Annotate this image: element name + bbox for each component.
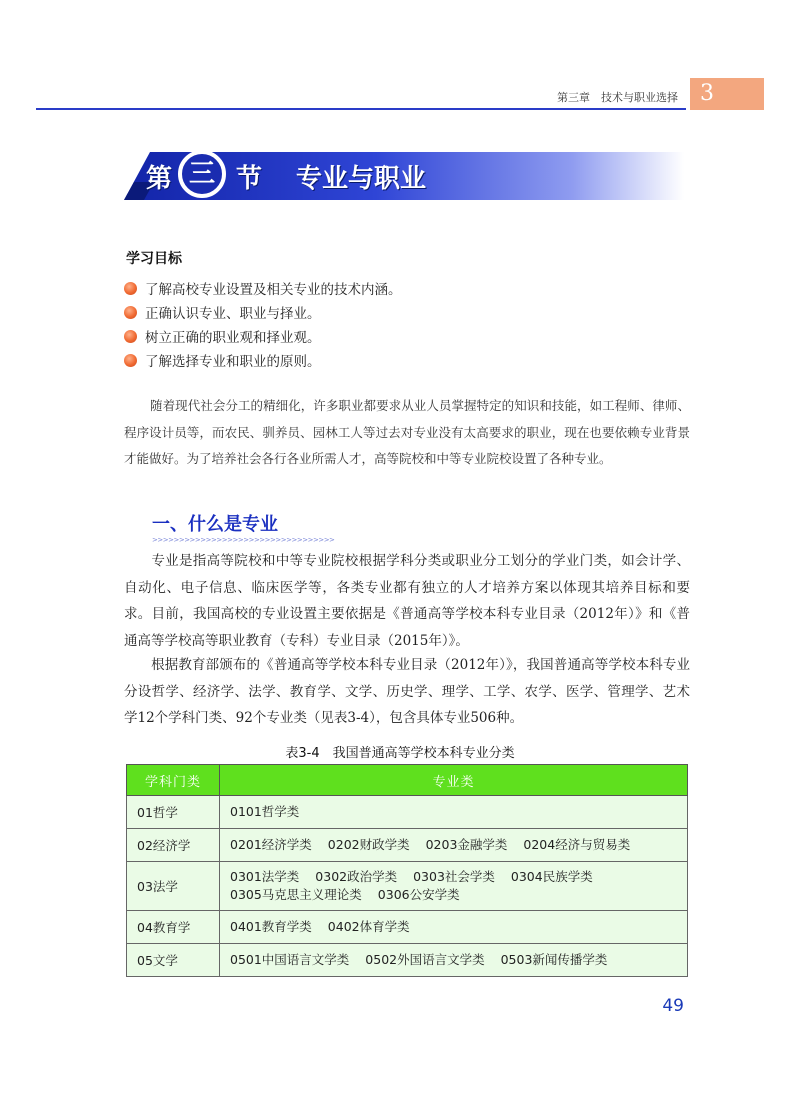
major-item: 0301法学类 — [230, 869, 300, 884]
bullet-icon — [124, 282, 137, 295]
table-header-row — [127, 765, 688, 796]
objectives-heading: 学习目标 — [126, 251, 182, 267]
heading-decoration: >>>>>>>>>>>>>>>>>>>>>>>>>>>>>>>>>> — [152, 536, 335, 544]
running-header — [36, 78, 764, 110]
major-item: 0204经济与贸易类 — [523, 837, 631, 852]
chapter-title: 第三章 技术与职业选择 — [557, 91, 678, 104]
category-cell: 05文学 — [127, 944, 220, 977]
major-item: 0503新闻传播学类 — [500, 952, 608, 967]
list-item: 了解高校专业设置及相关专业的技术内涵。 — [124, 276, 402, 300]
header-rule — [36, 108, 686, 110]
page-number: 49 — [662, 996, 684, 1016]
major-item: 0203金融学类 — [425, 837, 508, 852]
majors-cell — [220, 829, 688, 862]
category-cell: 03法学 — [127, 862, 220, 911]
list-item: 了解选择专业和职业的原则。 — [124, 348, 402, 372]
header-category: 学科门类 — [127, 765, 220, 796]
major-item: 0402体育学类 — [327, 919, 410, 934]
table-row — [127, 829, 688, 862]
major-item: 0306公安学类 — [377, 887, 460, 902]
list-item: 树立正确的职业观和择业观。 — [124, 324, 402, 348]
section-heading: 一、什么是专业 — [152, 514, 278, 535]
major-item: 0304民族学类 — [510, 869, 593, 884]
major-item: 0302政治学类 — [315, 869, 398, 884]
category-cell: 01哲学 — [127, 796, 220, 829]
list-item: 正确认识专业、职业与择业。 — [124, 300, 402, 324]
major-item: 0202财政学类 — [327, 837, 410, 852]
banner-suffix: 节 — [236, 164, 263, 194]
body-paragraph: 专业是指高等院校和中等专业院校根据学科分类或职业分工划分的学业门类，如会计学、自动化、电子信息、临床医学等，各类专业都有独立的人才培养方案以体现其培养目标和要求。目前，我国高校的专业设置主要依据是《普通高等学校本科专业目录（2012年）》和《普通高等学校高等职业教育（专科）专业目录（2015年）》。 — [124, 553, 690, 649]
bullet-icon — [124, 354, 137, 367]
header-major-class: 专业类 — [220, 765, 688, 796]
table-caption: 表3-4 我国普通高等学校本科专业分类 — [285, 746, 515, 761]
major-item: 0303社会学类 — [413, 869, 495, 884]
banner-title: 专业与职业 — [296, 164, 427, 194]
category-cell: 04教育学 — [127, 911, 220, 944]
body-paragraph: 根据教育部颁布的《普通高等学校本科专业目录（2012年）》，我国普通高等学校本科专业分设哲学、经济学、法学、教育学、文学、历史学、理学、工学、农学、医学、管理学、艺术学12个学科门类、92个专业类（见表3-4），包含具体专业506种。 — [124, 657, 690, 726]
majors-cell — [220, 796, 688, 829]
table-row — [127, 796, 688, 829]
majors-cell — [220, 944, 688, 977]
majors-cell — [220, 862, 688, 911]
major-item: 0101哲学类 — [230, 804, 300, 819]
bullet-icon — [124, 306, 137, 319]
table-row — [127, 862, 688, 911]
table-row — [127, 911, 688, 944]
banner-prefix: 第 — [146, 164, 173, 194]
bullet-icon — [124, 330, 137, 343]
table-row — [127, 944, 688, 977]
major-item: 0501中国语言文学类 — [230, 952, 350, 967]
major-item: 0502外国语言文学类 — [365, 952, 485, 967]
objectives-list — [124, 276, 402, 372]
major-item: 0201经济学类 — [230, 837, 312, 852]
major-item: 0401教育学类 — [230, 919, 312, 934]
major-item: 0305马克思主义理论类 — [230, 887, 362, 902]
category-cell: 02经济学 — [127, 829, 220, 862]
section-banner — [124, 148, 684, 202]
chapter-tab: 3 — [690, 78, 764, 110]
banner-number-circle: 三 — [178, 150, 226, 198]
intro-paragraph: 随着现代社会分工的精细化，许多职业都要求从业人员掌握特定的知识和技能，如工程师、律师、程序设计员等，而农民、驯养员、园林工人等过去对专业没有太高要求的职业，现在也要依赖专业背景才能做好。为了培养社会各行各业所需人才，高等院校和中等专业院校设置了各种专业。 — [124, 398, 690, 466]
majors-cell — [220, 911, 688, 944]
major-table — [126, 764, 688, 977]
